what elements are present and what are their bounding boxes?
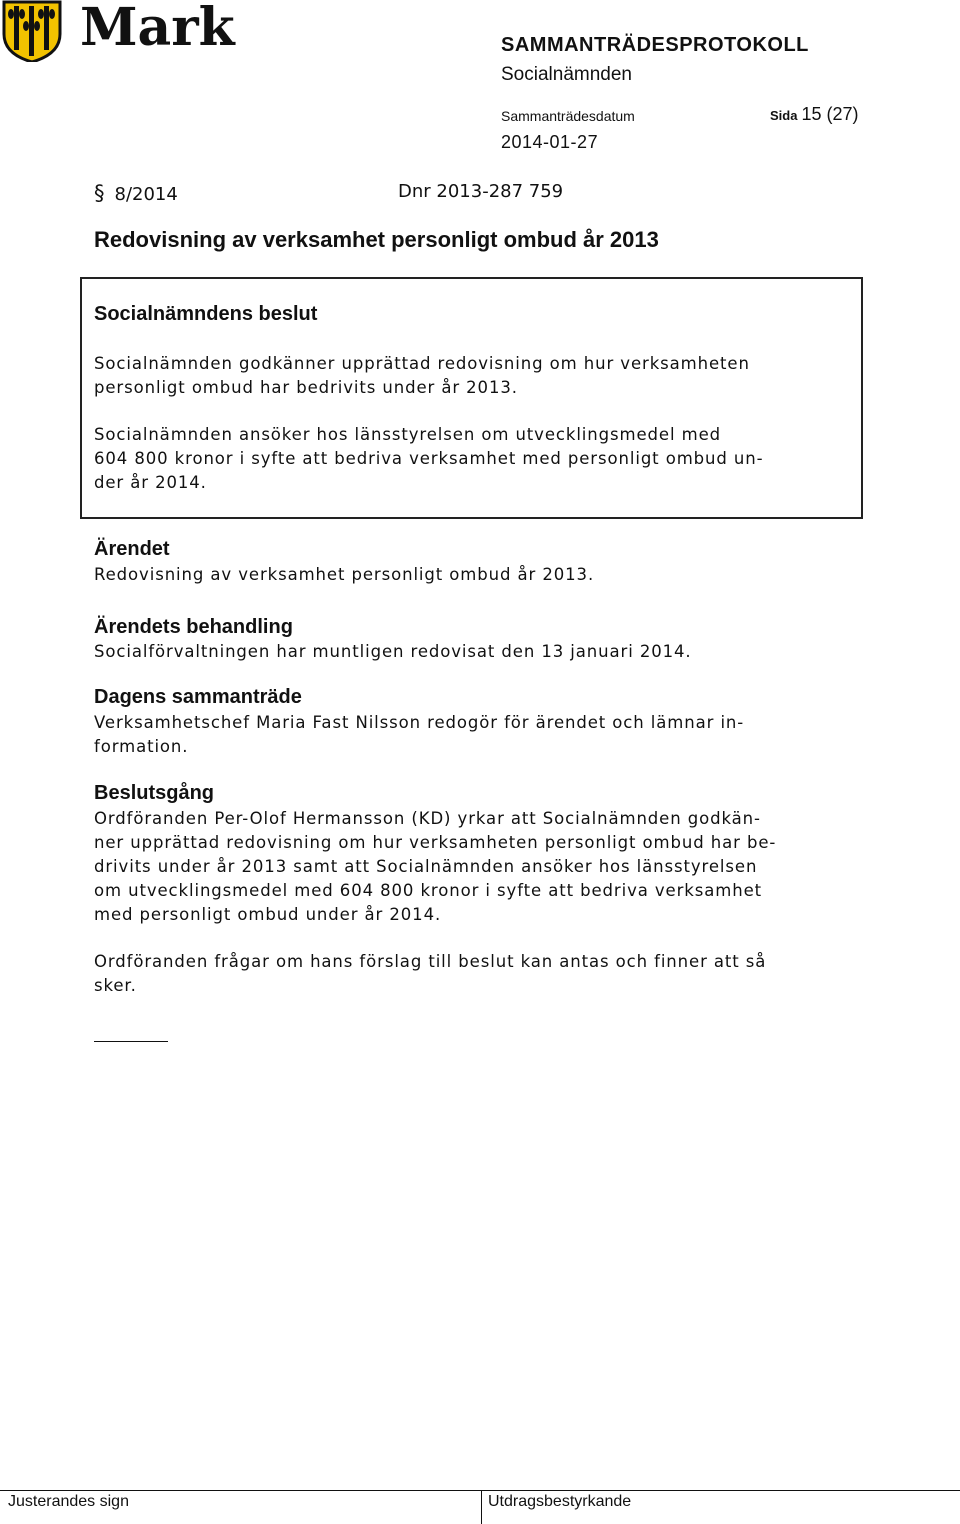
coat-of-arms-icon (4, 2, 60, 62)
text-line: personligt ombud har bedrivits under år 2013. (94, 378, 518, 397)
footer-divider (0, 1490, 960, 1491)
beslutsgang-heading: Beslutsgång (94, 782, 215, 804)
beslutsgang-paragraph-2 (94, 950, 766, 998)
text-line: Ordföranden Per-Olof Hermansson (KD) yrkar att Socialnämnden godkän- (94, 809, 761, 828)
footer-utdragsbestyrkande: Utdragsbestyrkande (488, 1493, 632, 1510)
item-title: Redovisning av verksamhet personligt ombud år 2013 (94, 227, 659, 252)
text-line: Socialnämnden ansöker hos länsstyrelsen om utvecklingsmedel med (94, 425, 721, 444)
meeting-date-label: Sammanträdesdatum (501, 108, 635, 124)
text-line: sker. (94, 976, 137, 995)
paragraph-number: 8/2014 (114, 184, 178, 205)
arendet-heading: Ärendet (94, 538, 170, 560)
text-line: Ordföranden frågar om hans förslag till beslut kan antas och finner att så (94, 952, 767, 971)
behandling-text: Socialförvaltningen har muntligen redovisat den 13 januari 2014. (94, 642, 692, 661)
page-indicator (770, 104, 859, 125)
committee-name: Socialnämnden (501, 64, 632, 85)
meeting-date: 2014-01-27 (501, 132, 599, 152)
diary-number: Dnr 2013-287 759 (398, 181, 564, 202)
decision-paragraph-1 (94, 352, 750, 400)
text-line: drivits under år 2013 samt att Socialnämnden ansöker hos länsstyrelsen (94, 857, 758, 876)
dagens-text (94, 711, 744, 759)
text-line: ner upprättad redovisning om hur verksamheten personligt ombud har be- (94, 833, 777, 852)
dagens-heading: Dagens sammanträde (94, 686, 302, 708)
text-line: om utvecklingsmedel med 604 800 kronor i syfte att bedriva verksamhet (94, 881, 762, 900)
text-line: Verksamhetschef Maria Fast Nilsson redogör för ärendet och lämnar in- (94, 713, 745, 732)
text-line: 604 800 kronor i syfte att bedriva verksamhet med personligt ombud un- (94, 449, 764, 468)
section-sign: § (94, 181, 105, 205)
paragraph-row (94, 181, 564, 205)
document-type: SAMMANTRÄDESPROTOKOLL (501, 34, 809, 56)
decision-heading: Socialnämndens beslut (94, 303, 318, 325)
signature-line (94, 1041, 168, 1042)
footer-column-divider (481, 1490, 482, 1524)
text-line: med personligt ombud under år 2014. (94, 905, 442, 924)
arendet-text: Redovisning av verksamhet personligt ombud år 2013. (94, 565, 595, 584)
page-label: Sida (770, 108, 798, 123)
beslutsgang-paragraph-1 (94, 807, 776, 927)
text-line: formation. (94, 737, 189, 756)
behandling-heading: Ärendets behandling (94, 616, 293, 638)
page-number: 15 (27) (801, 104, 859, 124)
logo-wordmark: Mark (80, 0, 235, 58)
footer-justerandes-sign: Justerandes sign (8, 1493, 129, 1510)
text-line: Socialnämnden godkänner upprättad redovisning om hur verksamheten (94, 354, 750, 373)
decision-paragraph-2 (94, 423, 764, 495)
text-line: der år 2014. (94, 473, 207, 492)
